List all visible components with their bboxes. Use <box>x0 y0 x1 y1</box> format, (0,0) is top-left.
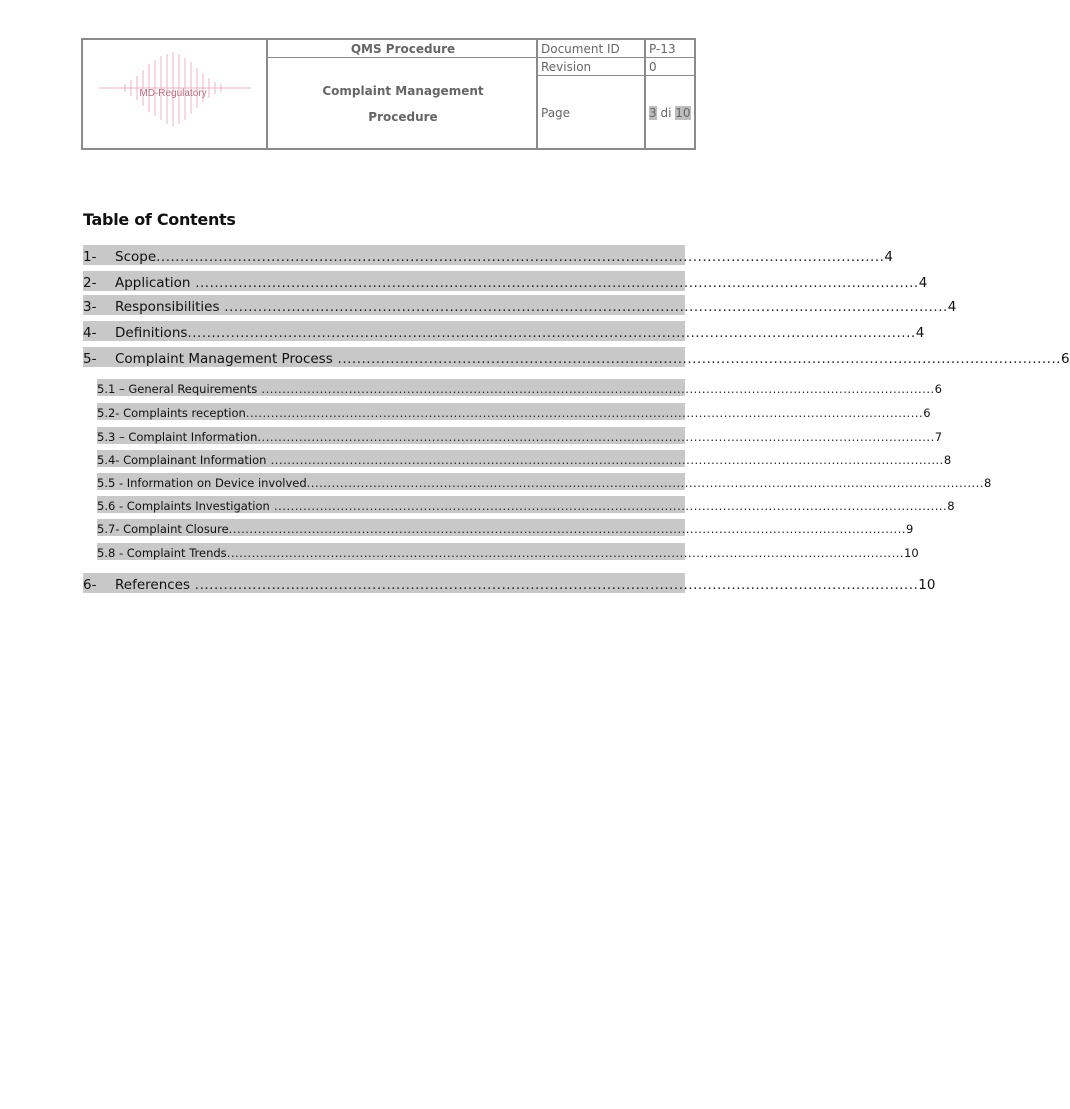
toc-subentry[interactable]: 5.5 - Information on Device involved ................................................................................................................................................................... 8 <box>97 473 685 490</box>
procedure-type: QMS Procedure <box>350 42 456 56</box>
toc-subentry[interactable]: 5.6 - Complaints Investigation .................................................................................................................................................................. 8 <box>97 496 685 513</box>
toc-entry[interactable]: 1- Scope ........................................................................................................................................................ 4 <box>83 245 685 265</box>
toc-entry[interactable]: 3- Responsibilities ....................................................................................................................................................... 4 <box>83 295 685 315</box>
toc-subentry[interactable]: 5.3 – Complaint Information ................................................................................................................................................................... 7 <box>97 427 685 444</box>
revision-value: 0 <box>649 60 657 74</box>
document-title: Complaint Management Procedure <box>322 84 484 124</box>
revision-label: Revision <box>541 60 592 74</box>
toc-entry[interactable]: 4- Definitions ........................................................................................................................................................ 4 <box>83 321 685 341</box>
toc-subentry[interactable]: 5.2- Complaints reception ................................................................................................................................................................... 6 <box>97 403 685 420</box>
toc-entry[interactable]: 6- References ....................................................................................................................................................... 10 <box>83 573 685 593</box>
toc-entry[interactable]: 5- Complaint Management Process ....................................................................................................................................................... 6 <box>83 347 685 367</box>
toc-entry[interactable]: 2- Application ....................................................................................................................................................... 4 <box>83 271 685 291</box>
toc-subentry[interactable]: 5.1 – General Requirements .................................................................................................................................................................. 6 <box>97 379 685 396</box>
company-logo: MD-Regulatory <box>139 88 207 99</box>
document-header <box>81 38 696 150</box>
toc-subentry[interactable]: 5.7- Complaint Closure ................................................................................................................................................................... 9 <box>97 519 685 536</box>
header-divider <box>536 75 694 76</box>
toc-subentry[interactable]: 5.4- Complainant Information .................................................................................................................................................................. 8 <box>97 450 685 467</box>
header-divider <box>266 57 694 58</box>
page-label: Page <box>541 106 571 120</box>
toc-subentry[interactable]: 5.8 - Complaint Trends ................................................................................................................................................................... 10 <box>97 543 685 560</box>
doc-id-value: P-13 <box>649 42 676 56</box>
toc-title: Table of Contents <box>83 210 236 229</box>
doc-id-label: Document ID <box>541 42 620 56</box>
page-number: 3 di 10 <box>649 106 691 120</box>
